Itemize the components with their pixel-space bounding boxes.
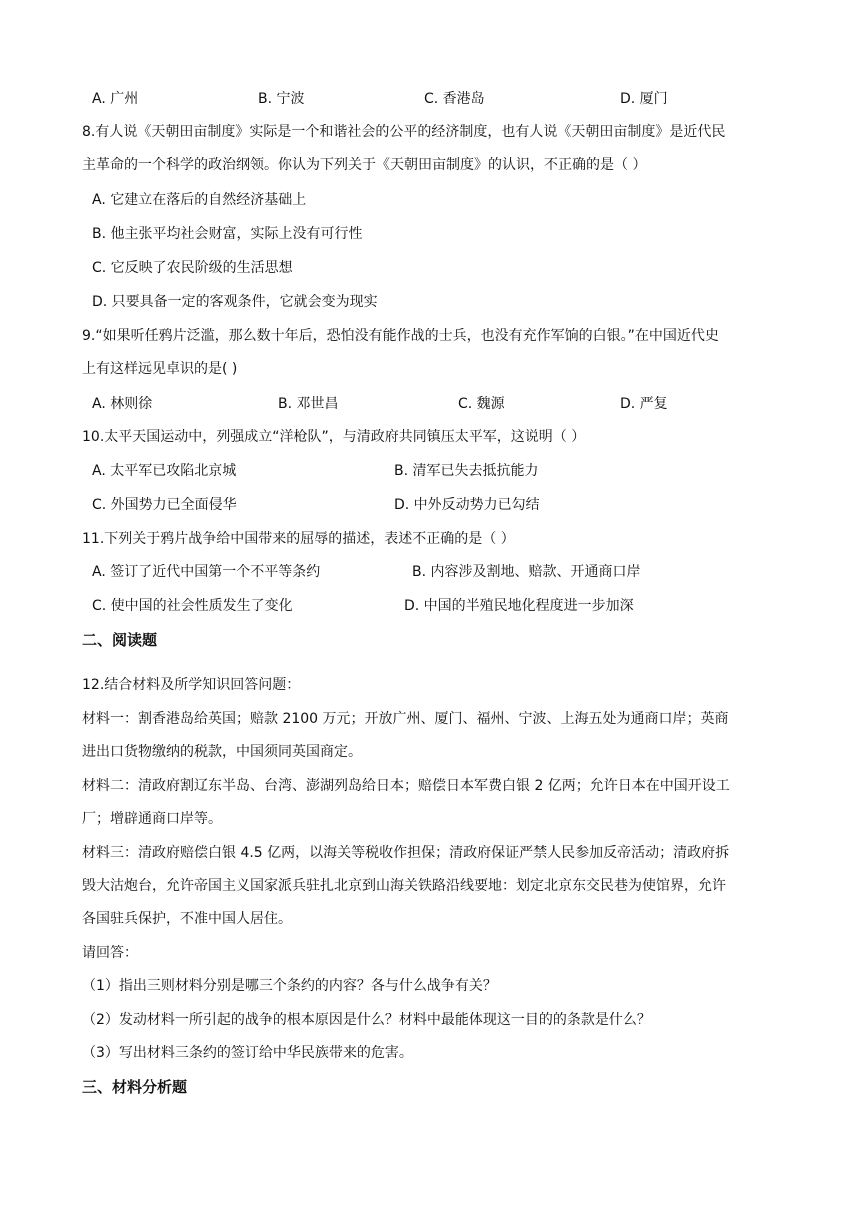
q12-subquestion-3: （3）写出材料三条约的签订给中华民族带来的危害。 [82,1045,413,1061]
q10-option-b: B. 清军已失去抵抗能力 [394,463,539,479]
q8-option-c: C. 它反映了农民阶级的生活思想 [92,260,293,276]
q12-intro: 12.结合材料及所学知识回答问题： [82,677,301,693]
q8-question-line1: 8.有人说《天朝田亩制度》实际是一个和谐社会的公平的经济制度，也有人说《天朝田亩制度》是近代民 [82,124,726,140]
q8-option-a: A. 它建立在落后的自然经济基础上 [92,192,307,208]
q12-ask: 请回答： [82,945,138,961]
q9-option-b: B. 邓世昌 [278,396,339,412]
q7-option-b: B. 宁波 [258,91,305,107]
material-3-line3: 各国驻兵保护，不准中国人居住。 [82,911,292,927]
q9-question-line1: 9.“如果听任鸦片泛滥，那么数十年后，恐怕没有能作战的士兵，也没有充作军饷的白银。”在中国近代史 [82,328,719,344]
q11-question: 11.下列关于鸦片战争给中国带来的屈辱的描述，表述不正确的是（ ） [82,531,515,547]
material-1-line1: 材料一：割香港岛给英国；赔款 2100 万元；开放广州、厦门、福州、宁波、上海五处为通商口岸；英商 [82,711,729,727]
q7-option-c: C. 香港岛 [424,91,485,107]
q12-subquestion-1: （1）指出三则材料分别是哪三个条约的内容？各与什么战争有关？ [82,978,497,994]
q8-option-b: B. 他主张平均社会财富，实际上没有可行性 [92,226,363,242]
q9-option-c: C. 魏源 [458,396,505,412]
q11-option-b: B. 内容涉及割地、赔款、开通商口岸 [412,564,641,580]
material-3-line2: 毁大沽炮台，允许帝国主义国家派兵驻扎北京到山海关铁路沿线要地：划定北京东交民巷为使馆界，允许 [82,878,726,894]
q7-option-a: A. 广州 [92,91,139,107]
q7-option-d: D. 厦门 [620,91,668,107]
q11-option-c: C. 使中国的社会性质发生了变化 [92,598,293,614]
q12-subquestion-2: （2）发动材料一所引起的战争的根本原因是什么？材料中最能体现这一目的的条款是什么？ [82,1012,651,1028]
section-heading-material-analysis: 三、材料分析题 [82,1078,188,1096]
material-2-line1: 材料二：清政府割辽东半岛、台湾、澎湖列岛给日本；赔偿日本军费白银 2 亿两；允许日本在中国开设工 [82,778,730,794]
q11-option-a: A. 签订了近代中国第一个不平等条约 [92,564,321,580]
q10-option-a: A. 太平军已攻陷北京城 [92,463,237,479]
q11-option-d: D. 中国的半殖民地化程度进一步加深 [404,598,634,614]
q9-option-d: D. 严复 [620,396,668,412]
section-heading-reading: 二、阅读题 [82,631,158,649]
q10-question: 10.太平天国运动中，列强成立“洋枪队”，与清政府共同镇压太平军，这说明（ ） [82,429,586,445]
q10-option-d: D. 中外反动势力已勾结 [394,497,540,513]
q10-option-c: C. 外国势力已全面侵华 [92,497,237,513]
q8-option-d: D. 只要具备一定的客观条件，它就会变为现实 [92,294,378,310]
q9-option-a: A. 林则徐 [92,396,153,412]
material-3-line1: 材料三：清政府赔偿白银 4.5 亿两，以海关等税收作担保；清政府保证严禁人民参加反帝活动；清政府拆 [82,845,730,861]
material-2-line2: 厂；增辟通商口岸等。 [82,811,222,827]
material-1-line2: 进出口货物缴纳的税款，中国须同英国商定。 [82,744,362,760]
q9-question-line2: 上有这样远见卓识的是( ) [82,361,238,377]
q8-question-line2: 主革命的一个科学的政治纲领。你认为下列关于《天朝田亩制度》的认识，不正确的是（ ） [82,157,647,173]
